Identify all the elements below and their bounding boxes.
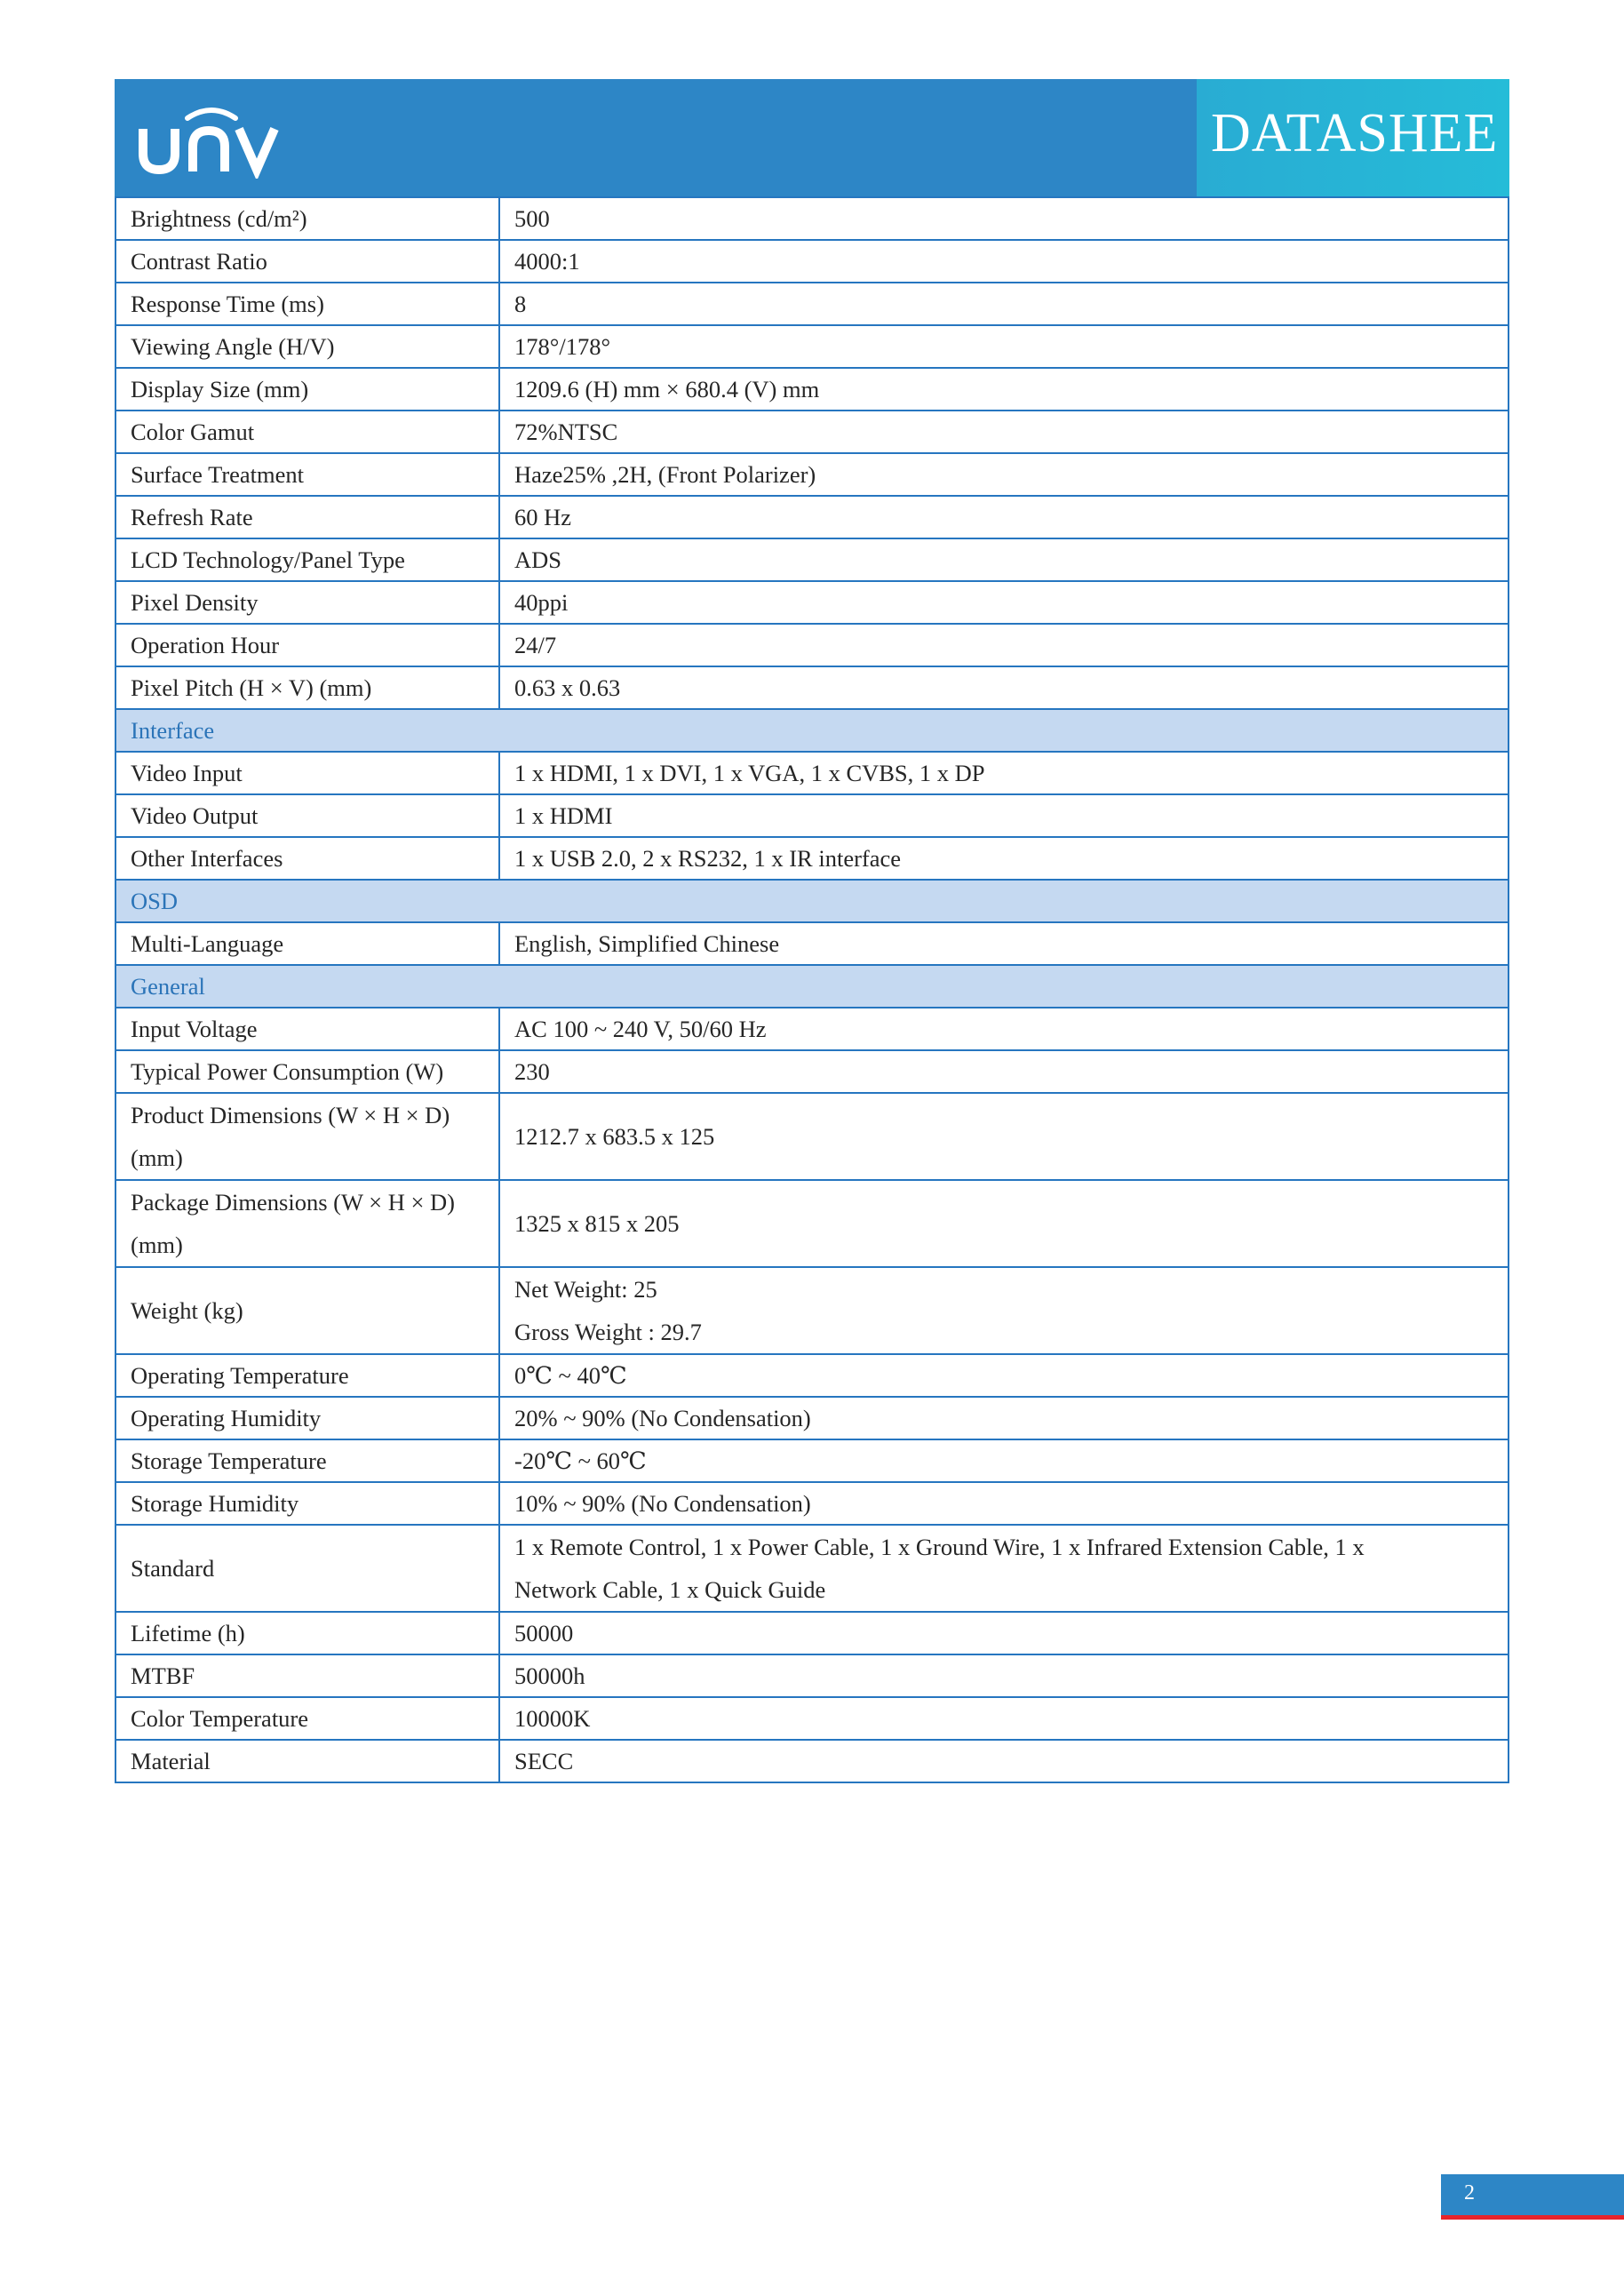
- spec-row: [115, 197, 1509, 240]
- spec-value-line: Network Cable, 1 x Quick Guide: [514, 1576, 826, 1603]
- spec-label: Multi-Language: [115, 922, 499, 965]
- spec-value: [499, 1180, 1509, 1267]
- spec-value: [499, 1267, 1509, 1354]
- spec-value-line: 50000h: [514, 1662, 585, 1689]
- spec-label: Typical Power Consumption (W): [115, 1050, 499, 1093]
- unv-logo: [136, 99, 287, 179]
- spec-label: Operating Temperature: [115, 1354, 499, 1397]
- spec-value-line: 1 x Remote Control, 1 x Power Cable, 1 x Ground Wire, 1 x Infrared Extension Cable, 1 x: [514, 1534, 1365, 1560]
- spec-row: [115, 1008, 1509, 1050]
- spec-label: Contrast Ratio: [115, 240, 499, 283]
- spec-row: [115, 624, 1509, 666]
- spec-value: [499, 1654, 1509, 1697]
- spec-label-line: Package Dimensions (W × H × D): [131, 1189, 455, 1216]
- spec-label: Pixel Density: [115, 581, 499, 624]
- spec-value-line: 8: [514, 291, 527, 317]
- spec-value: [499, 325, 1509, 368]
- section-header-row: [115, 880, 1509, 922]
- spec-label: LCD Technology/Panel Type: [115, 538, 499, 581]
- section-title: General: [115, 965, 1509, 1008]
- spec-label: Operating Humidity: [115, 1397, 499, 1439]
- spec-value: [499, 1525, 1509, 1612]
- spec-row: [115, 1612, 1509, 1654]
- spec-value-line: 230: [514, 1058, 550, 1085]
- spec-row: [115, 1397, 1509, 1439]
- spec-row: [115, 1267, 1509, 1354]
- spec-value: [499, 1093, 1509, 1180]
- spec-row: [115, 1050, 1509, 1093]
- spec-value-line: 10000K: [514, 1705, 591, 1732]
- spec-value-line: 72%NTSC: [514, 419, 618, 445]
- spec-row: [115, 666, 1509, 709]
- spec-value: [499, 922, 1509, 965]
- spec-table-body: [115, 197, 1509, 1782]
- spec-value: [499, 283, 1509, 325]
- spec-row: [115, 496, 1509, 538]
- spec-value-line: 178°/178°: [514, 333, 611, 360]
- spec-row: [115, 325, 1509, 368]
- spec-row: [115, 240, 1509, 283]
- spec-value-line: AC 100 ~ 240 V, 50/60 Hz: [514, 1016, 767, 1042]
- spec-label: Brightness (cd/m²): [115, 197, 499, 240]
- spec-value-line: 1 x HDMI: [514, 802, 613, 829]
- spec-value-line: 1 x USB 2.0, 2 x RS232, 1 x IR interface: [514, 845, 902, 872]
- spec-value-line: 50000: [514, 1620, 574, 1646]
- spec-label-line: (mm): [131, 1232, 183, 1258]
- spec-label: Color Gamut: [115, 411, 499, 453]
- spec-value: [499, 1482, 1509, 1525]
- spec-row: [115, 752, 1509, 794]
- spec-value-line: 10% ~ 90% (No Condensation): [514, 1490, 811, 1517]
- spec-value-line: Net Weight: 25: [514, 1276, 657, 1303]
- spec-value: [499, 496, 1509, 538]
- spec-label: Color Temperature: [115, 1697, 499, 1740]
- spec-row: [115, 794, 1509, 837]
- spec-value: [499, 1697, 1509, 1740]
- spec-label: Refresh Rate: [115, 496, 499, 538]
- spec-row: [115, 283, 1509, 325]
- page-number: 2: [1464, 2181, 1475, 2204]
- spec-value-line: SECC: [514, 1748, 574, 1774]
- spec-label: Other Interfaces: [115, 837, 499, 880]
- spec-value: [499, 240, 1509, 283]
- spec-value-line: English, Simplified Chinese: [514, 930, 780, 957]
- datasheet-title: DATASHEE: [1211, 103, 1499, 163]
- spec-label: Lifetime (h): [115, 1612, 499, 1654]
- spec-row: [115, 581, 1509, 624]
- spec-row: [115, 453, 1509, 496]
- spec-value: [499, 1439, 1509, 1482]
- section-header-row: [115, 965, 1509, 1008]
- spec-value-line: 1212.7 x 683.5 x 125: [514, 1123, 715, 1150]
- spec-value-line: 0℃ ~ 40℃: [514, 1362, 627, 1389]
- spec-value: [499, 1612, 1509, 1654]
- spec-value: [499, 666, 1509, 709]
- spec-value: [499, 411, 1509, 453]
- section-title: Interface: [115, 709, 1509, 752]
- spec-row: [115, 922, 1509, 965]
- spec-label: Response Time (ms): [115, 283, 499, 325]
- spec-value: [499, 1397, 1509, 1439]
- spec-value-line: 24/7: [514, 632, 557, 658]
- spec-label: Standard: [115, 1525, 499, 1612]
- spec-value-line: 60 Hz: [514, 504, 572, 530]
- spec-row: [115, 837, 1509, 880]
- spec-value-line: 1 x HDMI, 1 x DVI, 1 x VGA, 1 x CVBS, 1 x DP: [514, 760, 985, 786]
- spec-value-line: Gross Weight : 29.7: [514, 1319, 702, 1345]
- spec-value-line: 1325 x 815 x 205: [514, 1210, 680, 1237]
- spec-value: [499, 538, 1509, 581]
- spec-row: [115, 1740, 1509, 1782]
- spec-value: [499, 624, 1509, 666]
- spec-label-line: (mm): [131, 1144, 183, 1171]
- spec-value-line: 0.63 x 0.63: [514, 674, 621, 701]
- page-header: [115, 79, 1509, 196]
- spec-table: [115, 196, 1509, 1783]
- spec-value-line: ADS: [514, 546, 562, 573]
- spec-value: [499, 453, 1509, 496]
- spec-row: [115, 1180, 1509, 1267]
- spec-label: Viewing Angle (H/V): [115, 325, 499, 368]
- spec-value-line: 500: [514, 205, 550, 232]
- spec-row: [115, 538, 1509, 581]
- spec-row: [115, 1439, 1509, 1482]
- spec-value-line: 1209.6 (H) mm × 680.4 (V) mm: [514, 376, 820, 403]
- spec-label: Storage Humidity: [115, 1482, 499, 1525]
- spec-label: Input Voltage: [115, 1008, 499, 1050]
- spec-row: [115, 1654, 1509, 1697]
- spec-row: [115, 1525, 1509, 1612]
- spec-value: [499, 1008, 1509, 1050]
- spec-label: Pixel Pitch (H × V) (mm): [115, 666, 499, 709]
- spec-label: [115, 1093, 499, 1180]
- spec-label: Video Output: [115, 794, 499, 837]
- spec-row: [115, 1093, 1509, 1180]
- spec-value: [499, 1740, 1509, 1782]
- spec-value: [499, 581, 1509, 624]
- spec-value-line: Haze25% ,2H, (Front Polarizer): [514, 461, 816, 488]
- spec-value-line: 4000:1: [514, 248, 580, 275]
- spec-label: Weight (kg): [115, 1267, 499, 1354]
- spec-row: [115, 1354, 1509, 1397]
- spec-value: [499, 1354, 1509, 1397]
- spec-value: [499, 197, 1509, 240]
- spec-value-line: 40ppi: [514, 589, 569, 616]
- spec-value: [499, 1050, 1509, 1093]
- page-number-badge: [1441, 2174, 1624, 2220]
- spec-row: [115, 411, 1509, 453]
- spec-value: [499, 368, 1509, 411]
- spec-value: [499, 837, 1509, 880]
- section-header-row: [115, 709, 1509, 752]
- spec-label-line: Product Dimensions (W × H × D): [131, 1102, 450, 1128]
- spec-label: Storage Temperature: [115, 1439, 499, 1482]
- datasheet-banner: [1197, 79, 1509, 196]
- spec-label: Surface Treatment: [115, 453, 499, 496]
- spec-row: [115, 1697, 1509, 1740]
- spec-label: Display Size (mm): [115, 368, 499, 411]
- spec-label: Material: [115, 1740, 499, 1782]
- spec-row: [115, 368, 1509, 411]
- spec-value: [499, 794, 1509, 837]
- spec-value: [499, 752, 1509, 794]
- spec-value-line: -20℃ ~ 60℃: [514, 1447, 647, 1474]
- spec-label: Video Input: [115, 752, 499, 794]
- section-title: OSD: [115, 880, 1509, 922]
- spec-value-line: 20% ~ 90% (No Condensation): [514, 1405, 811, 1431]
- spec-label: Operation Hour: [115, 624, 499, 666]
- spec-row: [115, 1482, 1509, 1525]
- spec-label: [115, 1180, 499, 1267]
- spec-label: MTBF: [115, 1654, 499, 1697]
